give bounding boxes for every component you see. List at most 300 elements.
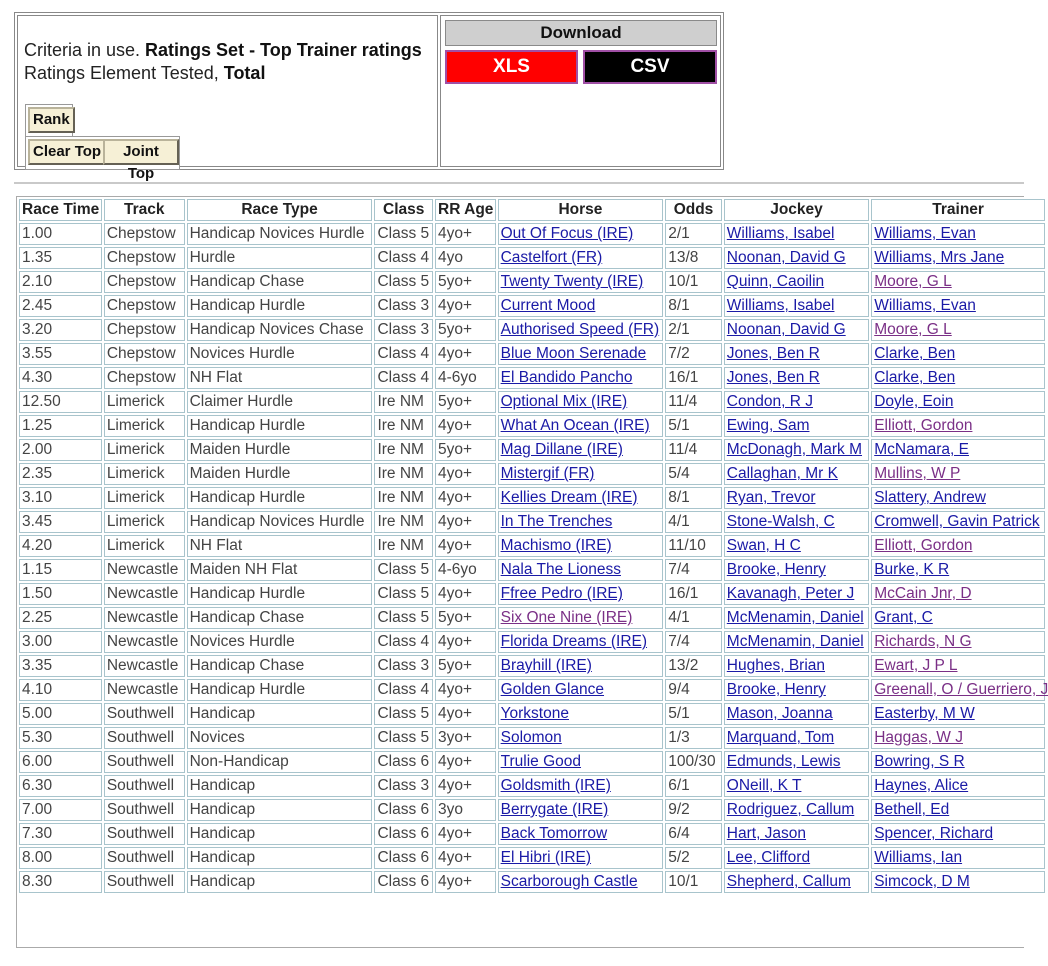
race-time-cell: 1.35 — [19, 247, 102, 269]
class-cell: Ire NM — [374, 463, 433, 485]
races-table-body — [19, 223, 1048, 893]
race-time-cell: 3.20 — [19, 319, 102, 341]
horse-link[interactable]: Twenty Twenty (IRE) — [500, 273, 644, 290]
jockey-link[interactable]: Quinn, Caoilin — [726, 273, 825, 290]
horse-link[interactable]: Florida Dreams (IRE) — [500, 633, 648, 650]
jockey-cell — [724, 799, 869, 821]
table-row — [19, 871, 1045, 893]
trainer-link[interactable]: Doyle, Eoin — [874, 393, 954, 410]
jockey-link[interactable]: Williams, Isabel — [726, 225, 835, 242]
odds-cell: 13/8 — [665, 247, 722, 269]
jockey-cell — [724, 391, 869, 413]
age-cell: 4yo+ — [435, 487, 496, 509]
trainer-cell — [871, 487, 1045, 509]
jockey-cell — [724, 343, 869, 365]
jockey-cell — [724, 319, 869, 341]
class-cell: Class 5 — [374, 559, 433, 581]
column-header-trainer[interactable]: Trainer — [871, 199, 1045, 221]
horse-cell — [498, 223, 664, 245]
jockey-cell — [724, 847, 869, 869]
trainer-cell — [871, 679, 1048, 701]
age-cell: 4yo+ — [435, 823, 496, 845]
age-cell: 4yo+ — [435, 775, 496, 797]
race-time-cell: 1.15 — [19, 559, 102, 581]
horse-link[interactable]: Castelfort (FR) — [500, 249, 603, 266]
jockey-link[interactable]: Condon, R J — [726, 393, 813, 410]
horse-cell — [498, 319, 664, 341]
age-cell: 3yo — [435, 799, 496, 821]
jockey-link[interactable]: Marquand, Tom — [726, 729, 835, 746]
trainer-link[interactable]: McCain Jnr, D — [874, 585, 972, 602]
trainer-cell — [871, 319, 1045, 341]
column-header-horse[interactable]: Horse — [498, 199, 664, 221]
trainer-cell — [871, 391, 1045, 413]
jockey-cell — [724, 823, 869, 845]
class-cell: Class 4 — [374, 247, 433, 269]
table-row — [19, 319, 1045, 341]
age-cell: 5yo+ — [435, 655, 496, 677]
trainer-link[interactable]: Bowring, S R — [874, 753, 965, 770]
trainer-cell — [871, 511, 1045, 533]
horse-link[interactable]: In The Trenches — [500, 513, 613, 530]
rank-button-frame — [25, 104, 73, 138]
race-type-cell: Handicap Hurdle — [187, 583, 373, 605]
horse-cell — [498, 823, 664, 845]
track-cell: Newcastle — [104, 607, 185, 629]
horse-cell — [498, 247, 664, 269]
track-cell: Southwell — [104, 823, 185, 845]
trainer-cell — [871, 535, 1045, 557]
jockey-cell — [724, 271, 869, 293]
race-time-cell: 8.00 — [19, 847, 102, 869]
trainer-link[interactable]: Haggas, W J — [874, 729, 963, 746]
trainer-cell — [871, 847, 1045, 869]
trainer-link[interactable]: Clarke, Ben — [874, 369, 956, 386]
track-cell: Chepstow — [104, 223, 185, 245]
race-type-cell: Maiden NH Flat — [187, 559, 373, 581]
odds-cell: 5/1 — [665, 703, 722, 725]
xls-download-button[interactable]: XLS — [445, 50, 578, 84]
jockey-link[interactable]: Ryan, Trevor — [726, 489, 816, 506]
jockey-cell — [724, 247, 869, 269]
jockey-cell — [724, 583, 869, 605]
top-buttons-frame — [25, 136, 180, 182]
race-time-cell: 2.45 — [19, 295, 102, 317]
horse-cell — [498, 751, 664, 773]
trainer-link[interactable]: Haynes, Alice — [874, 777, 969, 794]
horse-link[interactable]: Solomon — [500, 729, 562, 746]
odds-cell: 5/2 — [665, 847, 722, 869]
odds-cell: 13/2 — [665, 655, 722, 677]
trainer-cell — [871, 607, 1045, 629]
horse-link[interactable]: What An Ocean (IRE) — [500, 417, 650, 434]
jockey-link[interactable]: Hughes, Brian — [726, 657, 826, 674]
trainer-cell — [871, 703, 1045, 725]
horse-link[interactable]: Mistergif (FR) — [500, 465, 595, 482]
track-cell: Southwell — [104, 727, 185, 749]
track-cell: Limerick — [104, 487, 185, 509]
horse-link[interactable]: Berrygate (IRE) — [500, 801, 609, 818]
horse-link[interactable]: Yorkstone — [500, 705, 569, 722]
jockey-link[interactable]: Rodriguez, Callum — [726, 801, 855, 818]
race-time-cell: 5.00 — [19, 703, 102, 725]
horse-cell — [498, 799, 664, 821]
download-header: Download — [445, 20, 717, 46]
table-row — [19, 223, 1045, 245]
trainer-link[interactable]: Williams, Evan — [874, 297, 976, 314]
section-divider — [14, 182, 1024, 184]
race-type-cell: Handicap — [187, 847, 373, 869]
horse-link[interactable]: Goldsmith (IRE) — [500, 777, 611, 794]
age-cell: 5yo+ — [435, 319, 496, 341]
race-time-cell: 6.00 — [19, 751, 102, 773]
criteria-ratings-element — [24, 63, 265, 84]
clear-top-button[interactable]: Clear Top — [28, 139, 106, 165]
race-type-cell: Handicap Hurdle — [187, 415, 373, 437]
trainer-link[interactable]: Mullins, W P — [874, 465, 961, 482]
age-cell: 5yo+ — [435, 607, 496, 629]
track-cell: Chepstow — [104, 319, 185, 341]
jockey-link[interactable]: Lee, Clifford — [726, 849, 811, 866]
trainer-cell — [871, 751, 1045, 773]
track-cell: Chepstow — [104, 271, 185, 293]
jockey-cell — [724, 535, 869, 557]
column-header-rr-age[interactable]: RR Age — [435, 199, 496, 221]
horse-link[interactable]: Mag Dillane (IRE) — [500, 441, 623, 458]
jockey-link[interactable]: McDonagh, Mark M — [726, 441, 863, 458]
column-header-jockey[interactable]: Jockey — [724, 199, 869, 221]
track-cell: Southwell — [104, 799, 185, 821]
odds-cell: 2/1 — [665, 319, 722, 341]
race-type-cell: Handicap Novices Hurdle — [187, 223, 373, 245]
trainer-link[interactable]: Moore, G L — [874, 273, 952, 290]
horse-link[interactable]: Machismo (IRE) — [500, 537, 612, 554]
age-cell: 4yo+ — [435, 343, 496, 365]
class-cell: Class 5 — [374, 223, 433, 245]
odds-cell: 1/3 — [665, 727, 722, 749]
jockey-link[interactable]: ONeill, K T — [726, 777, 802, 794]
trainer-cell — [871, 631, 1045, 653]
horse-cell — [498, 655, 664, 677]
criteria-box — [17, 15, 438, 182]
race-type-cell: Handicap Novices Chase — [187, 319, 373, 341]
jockey-cell — [724, 775, 869, 797]
trainer-link[interactable]: Greenall, O / Guerriero, J — [874, 681, 1048, 698]
age-cell: 4yo+ — [435, 463, 496, 485]
jockey-link[interactable]: Hart, Jason — [726, 825, 807, 842]
horse-cell — [498, 583, 664, 605]
horse-link[interactable]: Scarborough Castle — [500, 873, 638, 890]
age-cell: 4yo+ — [435, 751, 496, 773]
trainer-link[interactable]: Williams, Ian — [874, 849, 963, 866]
jockey-link[interactable]: Williams, Isabel — [726, 297, 835, 314]
joint-top-button[interactable]: Joint Top — [103, 139, 179, 165]
class-cell: Class 3 — [374, 319, 433, 341]
table-row — [19, 583, 1045, 605]
trainer-cell — [871, 271, 1045, 293]
table-row — [19, 463, 1045, 485]
criteria-ratings-set — [24, 40, 422, 61]
odds-cell: 11/4 — [665, 439, 722, 461]
trainer-link[interactable]: Grant, C — [874, 609, 933, 626]
race-type-cell: Handicap Hurdle — [187, 487, 373, 509]
jockey-link[interactable]: Stone-Walsh, C — [726, 513, 835, 530]
race-time-cell: 2.25 — [19, 607, 102, 629]
jockey-link[interactable]: Jones, Ben R — [726, 345, 820, 362]
race-type-cell: Maiden Hurdle — [187, 439, 373, 461]
jockey-link[interactable]: Brooke, Henry — [726, 561, 826, 578]
race-type-cell: Handicap Chase — [187, 271, 373, 293]
age-cell: 4-6yo — [435, 559, 496, 581]
column-header-race-type[interactable]: Race Type — [187, 199, 373, 221]
odds-cell: 5/1 — [665, 415, 722, 437]
class-cell: Ire NM — [374, 511, 433, 533]
class-cell: Class 3 — [374, 655, 433, 677]
class-cell: Class 4 — [374, 679, 433, 701]
age-cell: 4yo+ — [435, 631, 496, 653]
horse-cell — [498, 607, 664, 629]
odds-cell: 7/4 — [665, 559, 722, 581]
horse-cell — [498, 295, 664, 317]
horse-link[interactable]: El Hibri (IRE) — [500, 849, 592, 866]
trainer-cell — [871, 871, 1045, 893]
horse-cell — [498, 511, 664, 533]
races-table-container — [16, 196, 1048, 948]
horse-link[interactable]: Ffree Pedro (IRE) — [500, 585, 623, 602]
track-cell: Limerick — [104, 511, 185, 533]
trainer-cell — [871, 439, 1045, 461]
race-time-cell: 3.55 — [19, 343, 102, 365]
jockey-link[interactable]: Edmunds, Lewis — [726, 753, 841, 770]
age-cell: 4yo+ — [435, 511, 496, 533]
horse-link[interactable]: Nala The Lioness — [500, 561, 621, 578]
horse-link[interactable]: Optional Mix (IRE) — [500, 393, 628, 410]
table-row — [19, 439, 1045, 461]
jockey-link[interactable]: Noonan, David G — [726, 321, 846, 338]
trainer-link[interactable]: Richards, N G — [874, 633, 972, 650]
race-time-cell: 4.10 — [19, 679, 102, 701]
race-type-cell: Hurdle — [187, 247, 373, 269]
race-type-cell: Claimer Hurdle — [187, 391, 373, 413]
age-cell: 4yo+ — [435, 871, 496, 893]
race-type-cell: NH Flat — [187, 535, 373, 557]
race-time-cell: 7.30 — [19, 823, 102, 845]
track-cell: Newcastle — [104, 559, 185, 581]
trainer-link[interactable]: Slattery, Andrew — [874, 489, 986, 506]
race-type-cell: Maiden Hurdle — [187, 463, 373, 485]
odds-cell: 9/2 — [665, 799, 722, 821]
odds-cell: 8/1 — [665, 487, 722, 509]
class-cell: Class 4 — [374, 343, 433, 365]
class-cell: Class 5 — [374, 271, 433, 293]
table-row — [19, 415, 1045, 437]
table-row — [19, 511, 1045, 533]
class-cell: Ire NM — [374, 487, 433, 509]
jockey-link[interactable]: Shepherd, Callum — [726, 873, 851, 890]
class-cell: Class 4 — [374, 631, 433, 653]
odds-cell: 6/1 — [665, 775, 722, 797]
horse-link[interactable]: Out Of Focus (IRE) — [500, 225, 634, 242]
trainer-link[interactable]: Moore, G L — [874, 321, 952, 338]
column-header-class[interactable]: Class — [374, 199, 433, 221]
rank-button[interactable]: Rank — [28, 107, 75, 133]
odds-cell: 4/1 — [665, 511, 722, 533]
trainer-link[interactable]: Cromwell, Gavin Patrick — [874, 513, 1040, 530]
age-cell: 4yo+ — [435, 679, 496, 701]
trainer-link[interactable]: Elliott, Gordon — [874, 417, 973, 434]
jockey-cell — [724, 295, 869, 317]
race-type-cell: Handicap — [187, 823, 373, 845]
track-cell: Limerick — [104, 463, 185, 485]
class-cell: Class 3 — [374, 295, 433, 317]
trainer-cell — [871, 343, 1045, 365]
age-cell: 4yo — [435, 247, 496, 269]
race-type-cell: Handicap — [187, 703, 373, 725]
race-time-cell: 4.20 — [19, 535, 102, 557]
jockey-cell — [724, 727, 869, 749]
horse-cell — [498, 415, 664, 437]
jockey-cell — [724, 559, 869, 581]
odds-cell: 11/4 — [665, 391, 722, 413]
horse-cell — [498, 631, 664, 653]
horse-link[interactable]: Back Tomorrow — [500, 825, 608, 842]
age-cell: 4yo+ — [435, 703, 496, 725]
track-cell: Chepstow — [104, 295, 185, 317]
odds-cell: 11/10 — [665, 535, 722, 557]
trainer-link[interactable]: Williams, Mrs Jane — [874, 249, 1005, 266]
jockey-cell — [724, 223, 869, 245]
race-time-cell: 1.25 — [19, 415, 102, 437]
trainer-link[interactable]: Clarke, Ben — [874, 345, 956, 362]
trainer-link[interactable]: Burke, K R — [874, 561, 950, 578]
horse-cell — [498, 535, 664, 557]
trainer-cell — [871, 775, 1045, 797]
table-row — [19, 847, 1045, 869]
age-cell: 4-6yo — [435, 367, 496, 389]
race-type-cell: Novices — [187, 727, 373, 749]
jockey-cell — [724, 631, 869, 653]
table-header-row — [19, 199, 1045, 221]
jockey-link[interactable]: Callaghan, Mr K — [726, 465, 838, 482]
age-cell: 4yo+ — [435, 295, 496, 317]
track-cell: Limerick — [104, 535, 185, 557]
jockey-link[interactable]: Noonan, David G — [726, 249, 846, 266]
jockey-link[interactable]: Ewing, Sam — [726, 417, 810, 434]
race-time-cell: 5.30 — [19, 727, 102, 749]
class-cell: Class 5 — [374, 583, 433, 605]
jockey-link[interactable]: Brooke, Henry — [726, 681, 826, 698]
class-cell: Class 5 — [374, 727, 433, 749]
race-time-cell: 2.35 — [19, 463, 102, 485]
race-time-cell: 12.50 — [19, 391, 102, 413]
horse-cell — [498, 703, 664, 725]
jockey-link[interactable]: McMenamin, Daniel — [726, 633, 864, 650]
horse-cell — [498, 559, 664, 581]
trainer-cell — [871, 655, 1045, 677]
column-header-race-time[interactable]: Race Time — [19, 199, 102, 221]
horse-link[interactable]: El Bandido Pancho — [500, 369, 633, 386]
horse-link[interactable]: Blue Moon Serenade — [500, 345, 647, 362]
track-cell: Newcastle — [104, 655, 185, 677]
track-cell: Chepstow — [104, 247, 185, 269]
csv-download-button[interactable]: CSV — [583, 50, 717, 84]
trainer-link[interactable]: Elliott, Gordon — [874, 537, 973, 554]
horse-link[interactable]: Brayhill (IRE) — [500, 657, 592, 674]
trainer-link[interactable]: McNamara, E — [874, 441, 969, 458]
trainer-link[interactable]: Williams, Evan — [874, 225, 976, 242]
age-cell: 4yo+ — [435, 415, 496, 437]
horse-cell — [498, 367, 664, 389]
jockey-link[interactable]: Mason, Joanna — [726, 705, 833, 722]
race-type-cell: Handicap Chase — [187, 655, 373, 677]
horse-link[interactable]: Kellies Dream (IRE) — [500, 489, 638, 506]
odds-cell: 16/1 — [665, 367, 722, 389]
race-type-cell: Handicap — [187, 871, 373, 893]
horse-link[interactable]: Golden Glance — [500, 681, 605, 698]
jockey-link[interactable]: Swan, H C — [726, 537, 801, 554]
race-type-cell: Non-Handicap — [187, 751, 373, 773]
horse-cell — [498, 847, 664, 869]
table-row — [19, 343, 1045, 365]
track-cell: Newcastle — [104, 583, 185, 605]
class-cell: Class 6 — [374, 751, 433, 773]
criteria-panel — [14, 12, 724, 182]
horse-link[interactable]: Trulie Good — [500, 753, 582, 770]
class-cell: Class 4 — [374, 367, 433, 389]
class-cell: Class 3 — [374, 775, 433, 797]
jockey-link[interactable]: Jones, Ben R — [726, 369, 820, 386]
race-time-cell: 7.00 — [19, 799, 102, 821]
odds-cell: 7/2 — [665, 343, 722, 365]
horse-link[interactable]: Current Mood — [500, 297, 596, 314]
horse-cell — [498, 439, 664, 461]
column-header-track[interactable]: Track — [104, 199, 185, 221]
table-row — [19, 799, 1045, 821]
table-row — [19, 559, 1045, 581]
horse-link[interactable]: Six One Nine (IRE) — [500, 609, 633, 626]
trainer-link[interactable]: Spencer, Richard — [874, 825, 994, 842]
trainer-link[interactable]: Ewart, J P L — [874, 657, 958, 674]
trainer-cell — [871, 559, 1045, 581]
trainer-cell — [871, 463, 1045, 485]
criteria-element-label: Ratings Element Tested, — [24, 63, 224, 83]
table-row — [19, 535, 1045, 557]
class-cell: Ire NM — [374, 439, 433, 461]
horse-link[interactable]: Authorised Speed (FR) — [500, 321, 660, 338]
age-cell: 4yo+ — [435, 535, 496, 557]
race-time-cell: 2.00 — [19, 439, 102, 461]
table-row — [19, 367, 1045, 389]
horse-cell — [498, 775, 664, 797]
horse-cell — [498, 391, 664, 413]
race-time-cell: 6.30 — [19, 775, 102, 797]
column-header-odds[interactable]: Odds — [665, 199, 722, 221]
track-cell: Chepstow — [104, 367, 185, 389]
race-time-cell: 2.10 — [19, 271, 102, 293]
horse-cell — [498, 463, 664, 485]
jockey-cell — [724, 607, 869, 629]
race-type-cell: Handicap Novices Hurdle — [187, 511, 373, 533]
trainer-link[interactable]: Bethell, Ed — [874, 801, 950, 818]
trainer-link[interactable]: Simcock, D M — [874, 873, 970, 890]
race-type-cell: Handicap Hurdle — [187, 679, 373, 701]
jockey-link[interactable]: McMenamin, Daniel — [726, 609, 864, 626]
jockey-link[interactable]: Kavanagh, Peter J — [726, 585, 855, 602]
race-type-cell: Handicap — [187, 799, 373, 821]
track-cell: Newcastle — [104, 631, 185, 653]
track-cell: Southwell — [104, 703, 185, 725]
trainer-link[interactable]: Easterby, M W — [874, 705, 975, 722]
